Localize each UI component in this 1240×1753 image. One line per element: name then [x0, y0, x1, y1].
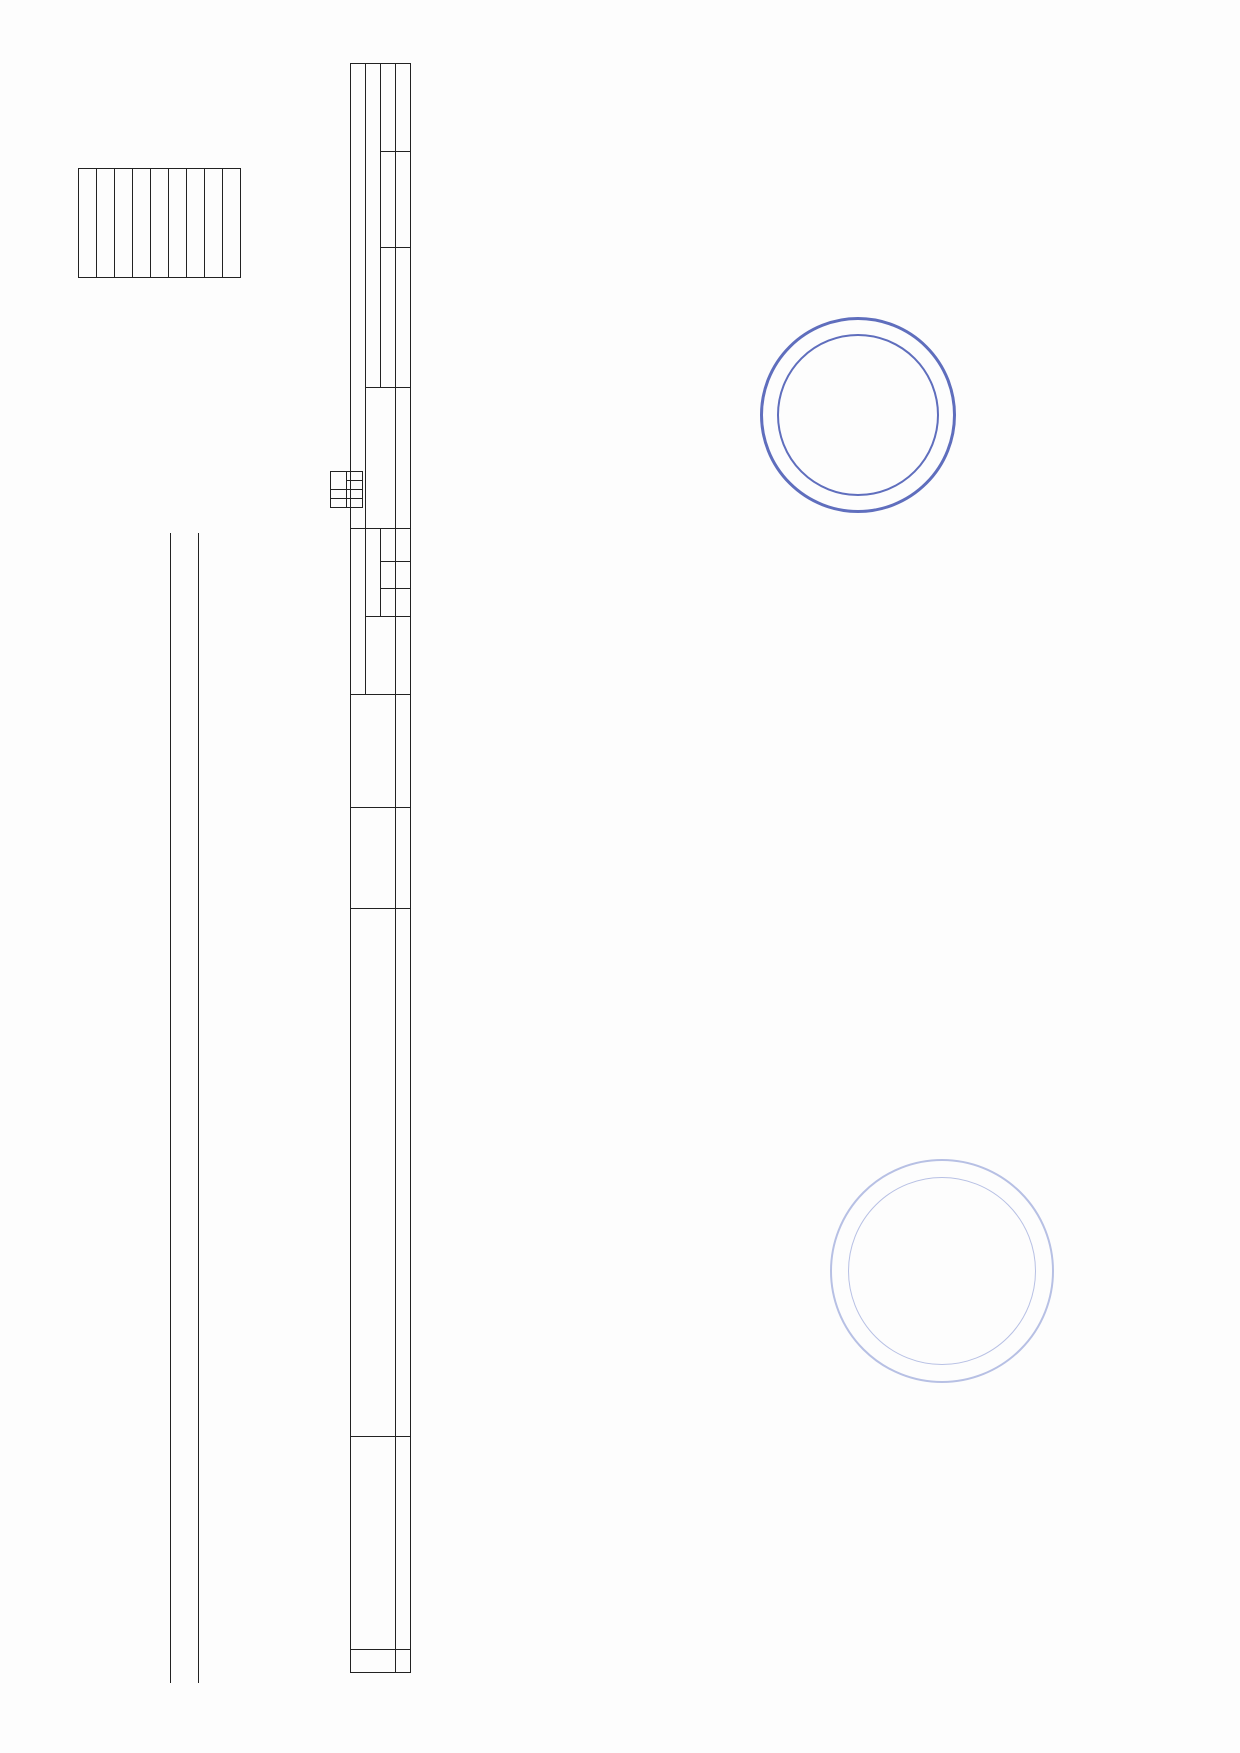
col-number: [396, 908, 411, 1436]
docdate-header: [331, 490, 347, 499]
code-label: [78, 283, 96, 423]
col-cost-zp: [381, 64, 396, 152]
col-cost-incl: [366, 64, 381, 388]
col-number: [396, 1650, 411, 1673]
code-cell: [151, 169, 169, 278]
col-price-group: [351, 529, 366, 695]
customer-stamp: [830, 1159, 1054, 1383]
col-number: [396, 64, 411, 152]
object-row: [182, 533, 199, 1683]
code-cell: [169, 169, 187, 278]
code-cell: [79, 169, 97, 278]
contractor-stamp: [760, 317, 956, 513]
act-document: [70, 63, 950, 1683]
construction-row: [154, 533, 171, 1683]
col-number: [396, 589, 411, 617]
col-number: [396, 1436, 411, 1650]
col-number: [396, 561, 411, 589]
contract-number: [187, 169, 205, 278]
contract-date: [205, 169, 223, 278]
col-number: [396, 247, 411, 388]
column-numbers-row: [396, 64, 411, 1673]
codes-box: [78, 168, 241, 278]
col-unit: [351, 808, 396, 909]
col-price-total: [366, 617, 396, 695]
code-cell: [97, 169, 115, 278]
docnum-header: [331, 499, 347, 508]
services-table: [350, 63, 411, 1673]
col-cost-group: [351, 64, 366, 529]
col-price-zp: [381, 529, 396, 562]
col-number: [396, 388, 411, 529]
col-cost-total: [366, 388, 396, 529]
col-code: [351, 1436, 396, 1650]
col-price-expl: [381, 561, 396, 589]
col-number: [396, 617, 411, 695]
code-cell: [133, 169, 151, 278]
code-cell: [223, 169, 241, 278]
col-qty: [351, 695, 396, 808]
col-number: [396, 695, 411, 808]
stamp-inner-ring: [848, 1177, 1036, 1365]
customer-row: [70, 1603, 86, 1683]
period-header: [331, 472, 347, 490]
code-cell: [115, 169, 133, 278]
col-price-incl: [366, 529, 381, 617]
codes-labels: [78, 283, 96, 423]
col-number: [396, 152, 411, 248]
contractor-row: [108, 1603, 124, 1683]
col-cost-ozp: [381, 247, 396, 388]
col-cost-expl: [381, 152, 396, 248]
col-npp: [351, 1650, 396, 1673]
stamp-inner-ring: [777, 334, 939, 496]
col-name: [351, 908, 396, 1436]
col-price-ozp: [381, 589, 396, 617]
col-number: [396, 808, 411, 909]
col-number: [396, 529, 411, 562]
